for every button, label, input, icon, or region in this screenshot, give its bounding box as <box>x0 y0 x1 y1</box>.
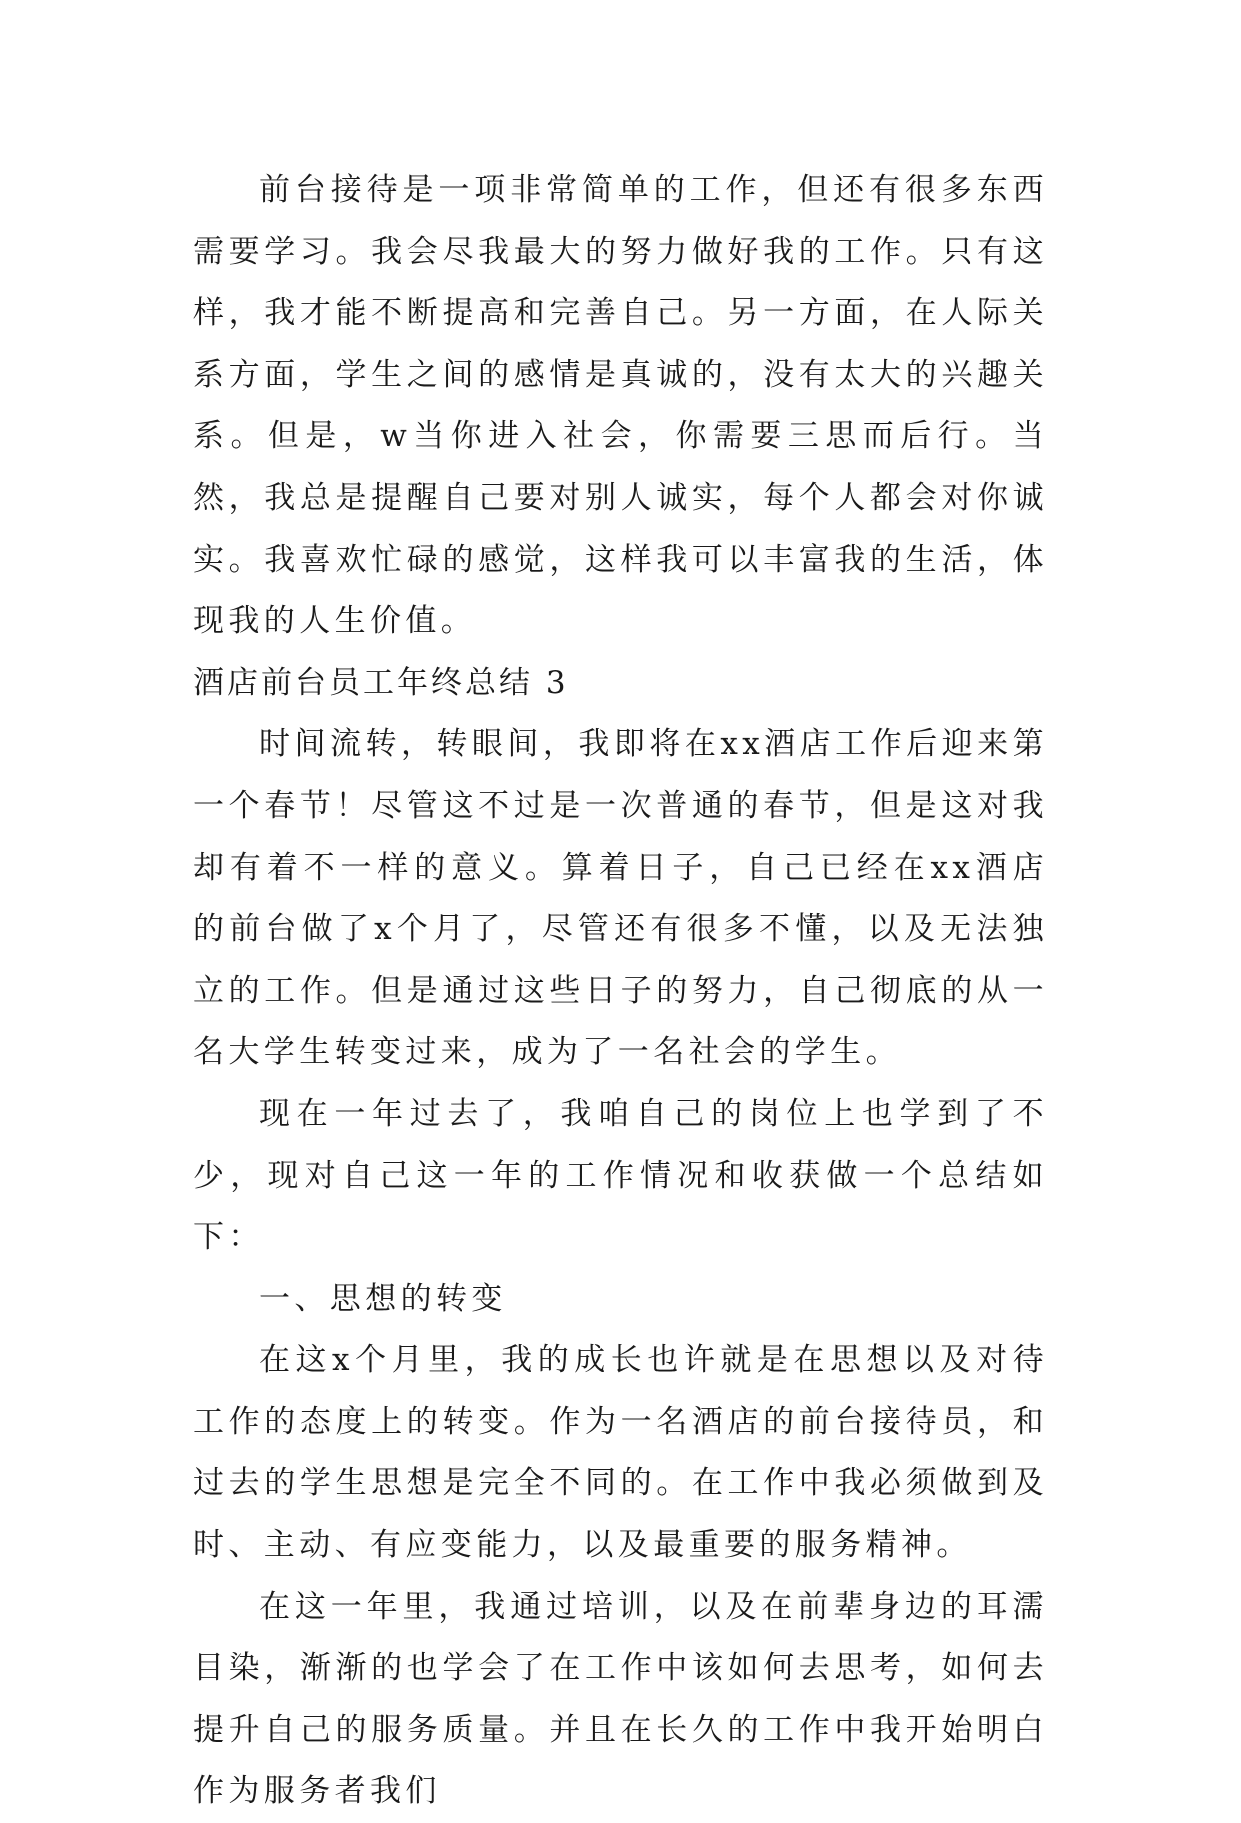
paragraph-spring-festival: 时间流转，转眼间，我即将在xx酒店工作后迎来第一个春节！尽管这不过是一次普通的春节，但是这对我却有着不一样的意义。算着日子，自己已经在xx酒店的前台做了x个月了，尽管还有很多不懂，以及无法独立的工作。但是通过这些日子的努力，自己彻底的从一名大学生转变过来，成为了一名社会的学生。 <box>193 726 1048 1071</box>
document-body <box>193 160 1048 1823</box>
paragraph-year-overview: 现在一年过去了，我咱自己的岗位上也学到了不少，现对自己这一年的工作情况和收获做一个总结如下： <box>193 1095 1048 1256</box>
subheading-mindset-change: 一、思想的转变 <box>259 1280 507 1317</box>
paragraph-mindset-detail: 在这x个月里，我的成长也许就是在思想以及对待工作的态度上的转变。作为一名酒店的前台接待员，和过去的学生思想是完全不同的。在工作中我必须做到及时、主动、有应变能力，以及最重要的服务精神。 <box>193 1342 1048 1564</box>
paragraph-reception-reflection: 前台接待是一项非常简单的工作，但还有很多东西需要学习。我会尽我最大的努力做好我的工作。只有这样，我才能不断提高和完善自己。另一方面，在人际关系方面，学生之间的感情是真诚的，没有太大的兴趣关系。但是，w当你进入社会，你需要三思而后行。当然，我总是提醒自己要对别人诚实，每个人都会对你诚实。我喜欢忙碌的感觉，这样我可以丰富我的生活，体现我的人生价值。 <box>193 172 1048 640</box>
paragraph-training-growth: 在这一年里，我通过培训，以及在前辈身边的耳濡目染，渐渐的也学会了在工作中该如何去思考，如何去提升自己的服务质量。并且在长久的工作中我开始明白作为服务者我们 <box>193 1588 1048 1810</box>
section-heading-summary-3: 酒店前台员工年终总结 3 <box>193 664 569 701</box>
